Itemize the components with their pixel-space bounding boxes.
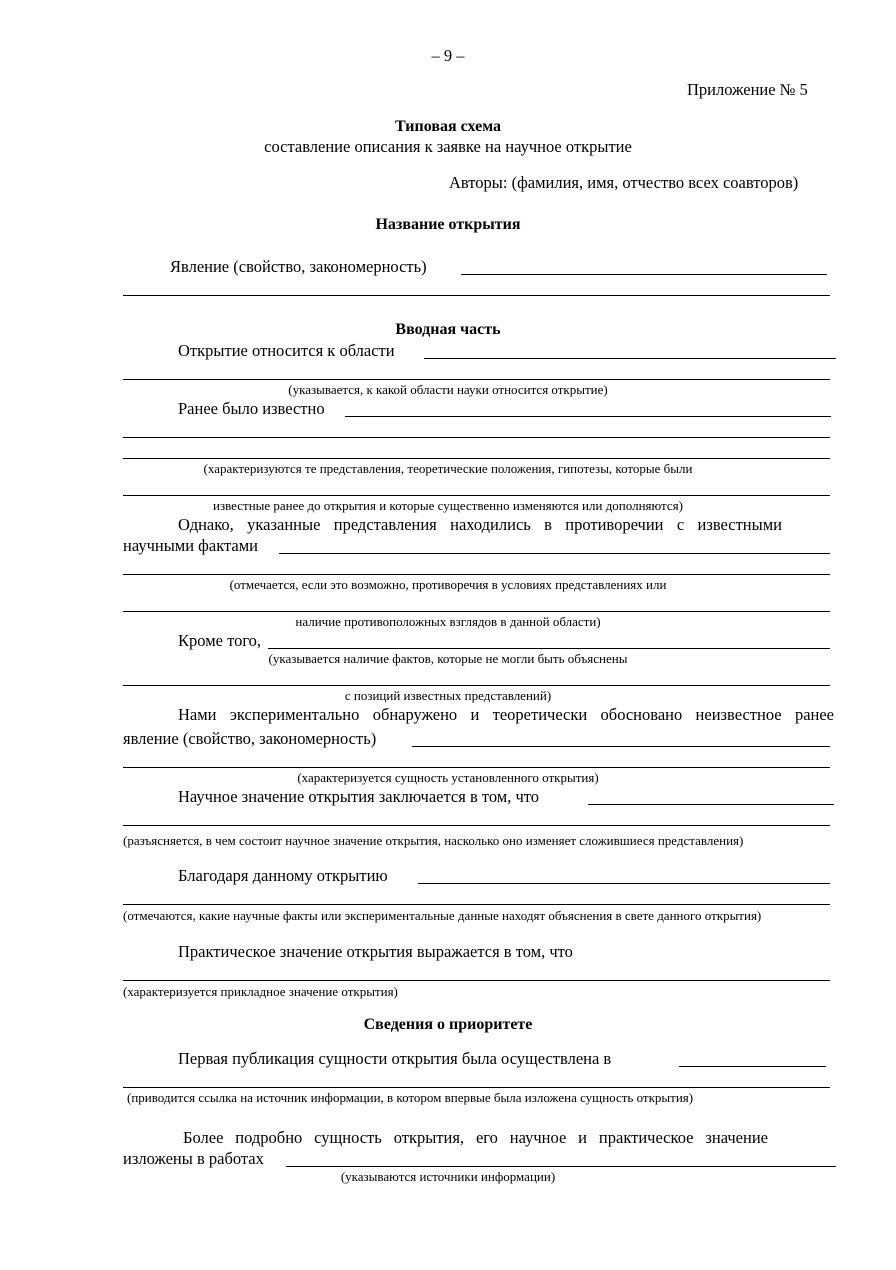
section-heading-priority: Сведения о приоритете bbox=[363, 1016, 533, 1033]
phenomenon-field-line[interactable] bbox=[461, 274, 827, 275]
document-subtitle: составление описания к заявке на научное открытие bbox=[264, 137, 632, 156]
field-line[interactable] bbox=[424, 358, 836, 359]
phenomenon-label: Явление (свойство, закономерность) bbox=[170, 257, 427, 276]
besides-note-1: (указывается наличие фактов, которые не могли быть объяснены bbox=[268, 651, 628, 666]
known-line-2[interactable] bbox=[123, 437, 830, 438]
known-note-1: (характеризуются те представления, теоретические положения, гипотезы, которые были bbox=[203, 461, 693, 476]
page-number: – 9 – bbox=[431, 46, 465, 65]
document-title: Типовая схема bbox=[395, 118, 501, 135]
practical-label: Практическое значение открытия выражается в том, что bbox=[178, 942, 573, 961]
section-heading-name: Название открытия bbox=[375, 216, 521, 233]
scientific-note: (разъясняется, в чем состоит научное значение открытия, насколько оно изменяет сложившиеся представления) bbox=[123, 833, 744, 848]
more-note: (указываются источники информации) bbox=[340, 1169, 556, 1184]
thanks-label: Благодаря данному открытию bbox=[178, 866, 388, 885]
discovered-text-1: Нами экспериментально обнаружено и теоретически обосновано неизвестное ранее bbox=[178, 705, 834, 724]
discovered-line-2[interactable] bbox=[123, 767, 830, 768]
authors-label: Авторы: (фамилия, имя, отчество всех соавторов) bbox=[449, 173, 799, 192]
thanks-note: (отмечаются, какие научные факты или экспериментальные данные находят объяснения в свете данного открытия) bbox=[123, 908, 762, 923]
more-line[interactable] bbox=[286, 1166, 836, 1167]
more-text-2: изложены в работах bbox=[123, 1149, 264, 1168]
known-label: Ранее было известно bbox=[178, 399, 325, 418]
known-line[interactable] bbox=[345, 416, 831, 417]
known-line-4[interactable] bbox=[123, 495, 830, 496]
discovered-text-2: явление (свойство, закономерность) bbox=[123, 729, 377, 748]
more-text-1: Более подробно сущность открытия, его научное и практическое значение bbox=[183, 1128, 768, 1147]
known-line-3[interactable] bbox=[123, 458, 830, 459]
thanks-line[interactable] bbox=[418, 883, 830, 884]
contradiction-line-3[interactable] bbox=[123, 611, 830, 612]
scientific-line[interactable] bbox=[588, 804, 834, 805]
first-pub-line-2[interactable] bbox=[123, 1087, 830, 1088]
first-pub-label: Первая публикация сущности открытия была осуществлена в bbox=[178, 1049, 612, 1068]
contradiction-note-1: (отмечается, если это возможно, противоречия в условиях представлениях или bbox=[229, 577, 667, 592]
contradiction-text-2: научными фактами bbox=[123, 536, 258, 555]
practical-line[interactable] bbox=[123, 980, 830, 981]
besides-label: Кроме того, bbox=[178, 631, 262, 650]
discovered-line[interactable] bbox=[412, 746, 830, 747]
phenomenon-field-line-2[interactable] bbox=[123, 295, 830, 296]
first-pub-note: (приводится ссылка на источник информации, в котором впервые была изложена сущность открытия) bbox=[127, 1090, 694, 1105]
besides-line[interactable] bbox=[268, 648, 830, 649]
practical-note: (характеризуется прикладное значение открытия) bbox=[123, 984, 398, 999]
besides-note-2: с позиций известных представлений) bbox=[344, 688, 552, 703]
first-pub-line[interactable] bbox=[679, 1066, 826, 1067]
scientific-label: Научное значение открытия заключается в том, что bbox=[178, 787, 540, 806]
field-label: Открытие относится к области bbox=[178, 341, 395, 360]
contradiction-line-2[interactable] bbox=[123, 574, 830, 575]
thanks-line-2[interactable] bbox=[123, 904, 830, 905]
field-line-2[interactable] bbox=[123, 379, 830, 380]
contradiction-note-2: наличие противоположных взглядов в данной области) bbox=[295, 614, 601, 629]
contradiction-line[interactable] bbox=[279, 553, 830, 554]
contradiction-text-1: Однако, указанные представления находились в противоречии с известными bbox=[178, 515, 782, 534]
appendix-label: Приложение № 5 bbox=[687, 80, 808, 99]
discovered-note: (характеризуется сущность установленного открытия) bbox=[297, 770, 599, 785]
scientific-line-2[interactable] bbox=[123, 825, 830, 826]
known-note-2: известные ранее до открытия и которые существенно изменяются или дополняются) bbox=[213, 498, 683, 513]
section-heading-intro: Вводная часть bbox=[395, 321, 501, 338]
besides-line-2[interactable] bbox=[123, 685, 830, 686]
field-note: (указывается, к какой области науки относится открытие) bbox=[288, 382, 608, 397]
